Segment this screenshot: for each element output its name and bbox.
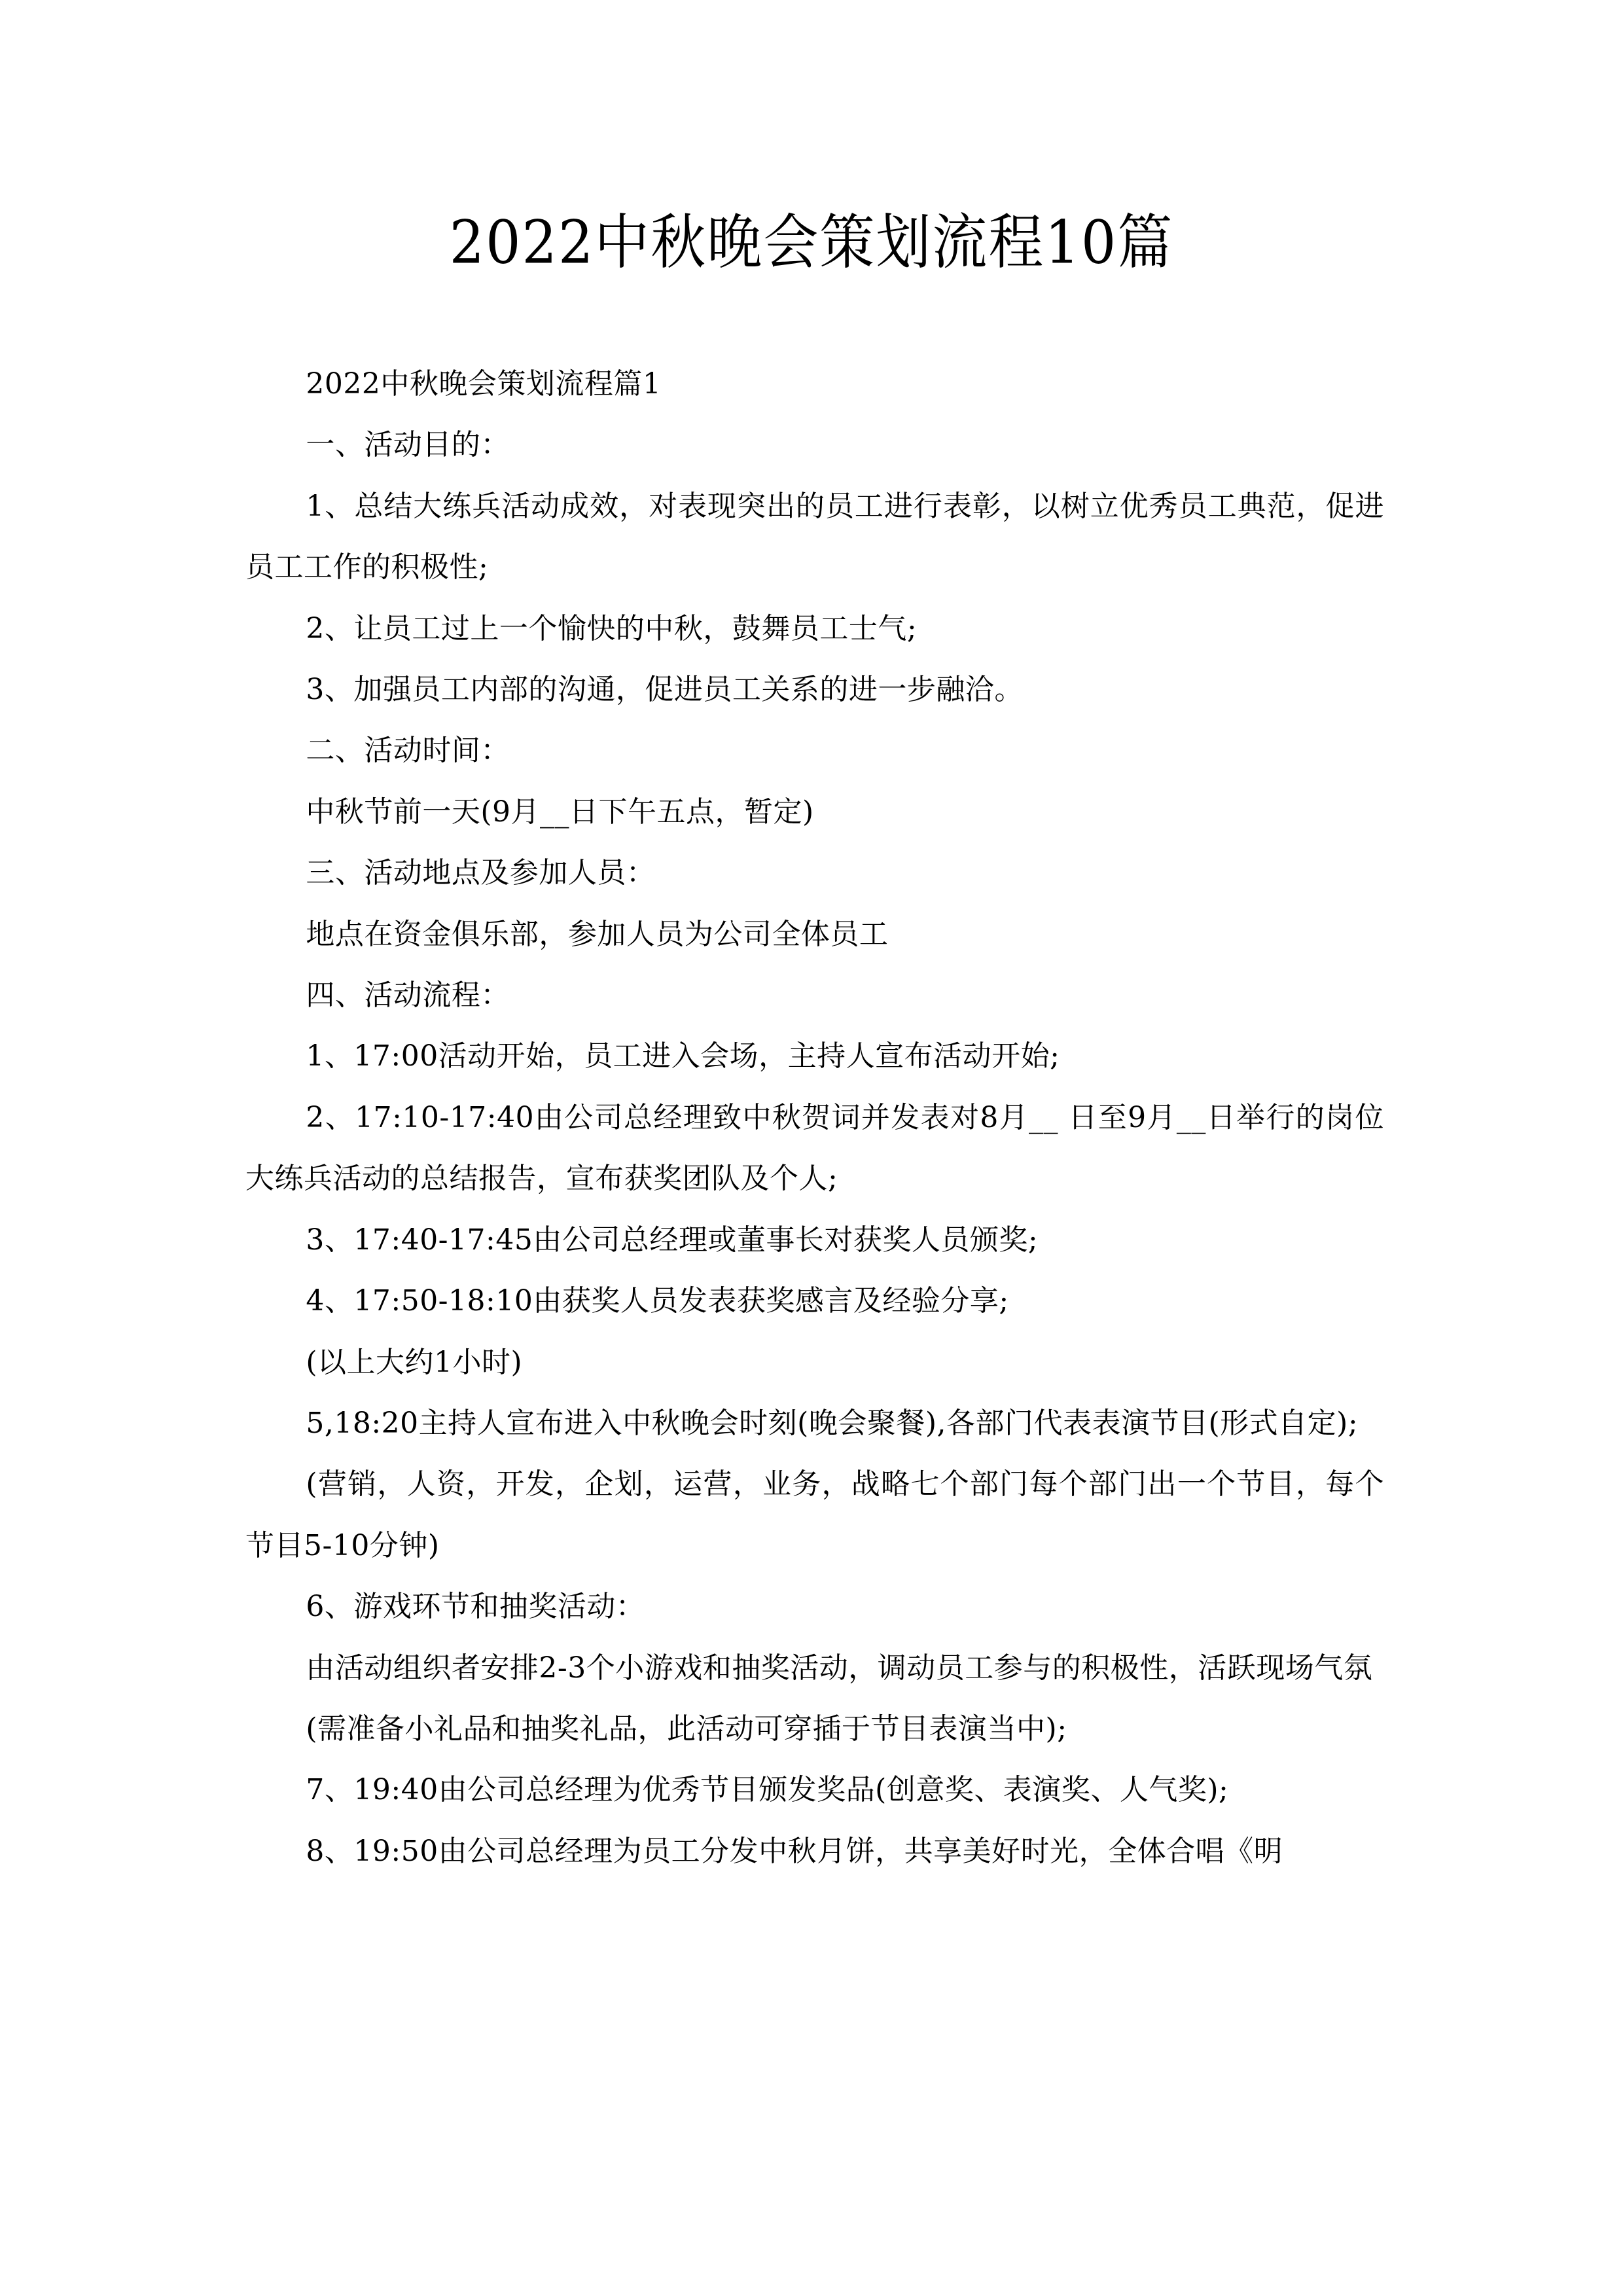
flow-item-4: 4、17:50-18:10由获奖人员发表获奖感言及经验分享;: [306, 1284, 1009, 1318]
heading-activity-time: 二、活动时间：: [306, 734, 510, 768]
activity-time-text: 中秋节前一天(9月__日下午五点，暂定): [306, 795, 814, 829]
flow-item-7: 7、19:40由公司总经理为优秀节目颁发奖品(创意奖、表演奖、人气奖);: [306, 1773, 1229, 1807]
flow-item-6-detail: 由活动组织者安排2-3个小游戏和抽奖活动，调动员工参与的积极性，活跃现场气氛: [306, 1651, 1373, 1685]
heading-activity-flow: 四、活动流程：: [306, 978, 510, 1013]
document-body: [245, 353, 1384, 1882]
heading-location-participants: 三、活动地点及参加人员：: [306, 856, 656, 890]
flow-item-2: 2、17:10-17:40由公司总经理致中秋贺词并发表对8月__ 日至9月__日举行的岗位大练兵活动的总结报告，宣布获奖团队及个人;: [245, 1100, 1384, 1196]
section-heading: 2022中秋晚会策划流程篇1: [306, 367, 662, 401]
purpose-item-1: 1、总结大练兵活动成效，对表现突出的员工进行表彰，以树立优秀员工典范，促进员工工作的积极性;: [245, 489, 1384, 584]
flow-item-3: 3、17:40-17:45由公司总经理或董事长对获奖人员颁奖;: [306, 1223, 1039, 1257]
flow-note-prizes: (需准备小礼品和抽奖礼品，此活动可穿插于节目表演当中);: [306, 1712, 1067, 1746]
document-title: 2022中秋晚会策划流程10篇: [449, 207, 1174, 277]
flow-note-departments: (营销，人资，开发，企划，运营，业务，战略七个部门每个部门出一个节目，每个节目5-10分钟): [245, 1467, 1384, 1562]
location-participants-text: 地点在资金俱乐部，参加人员为公司全体员工: [306, 917, 889, 951]
flow-item-5: 5,18:20主持人宣布进入中秋晚会时刻(晚会聚餐),各部门代表表演节目(形式自定);: [306, 1406, 1359, 1440]
purpose-item-3: 3、加强员工内部的沟通，促进员工关系的进一步融洽。: [306, 673, 1024, 707]
heading-activity-purpose: 一、活动目的：: [306, 428, 510, 462]
flow-item-8: 8、19:50由公司总经理为员工分发中秋月饼，共享美好时光，全体合唱《明: [306, 1834, 1283, 1868]
flow-note-duration: (以上大约1小时): [306, 1345, 523, 1379]
flow-item-6: 6、游戏环节和抽奖活动：: [306, 1590, 645, 1624]
flow-item-1: 1、17:00活动开始，员工进入会场，主持人宣布活动开始;: [306, 1039, 1060, 1073]
purpose-item-2: 2、让员工过上一个愉快的中秋，鼓舞员工士气;: [306, 611, 918, 645]
